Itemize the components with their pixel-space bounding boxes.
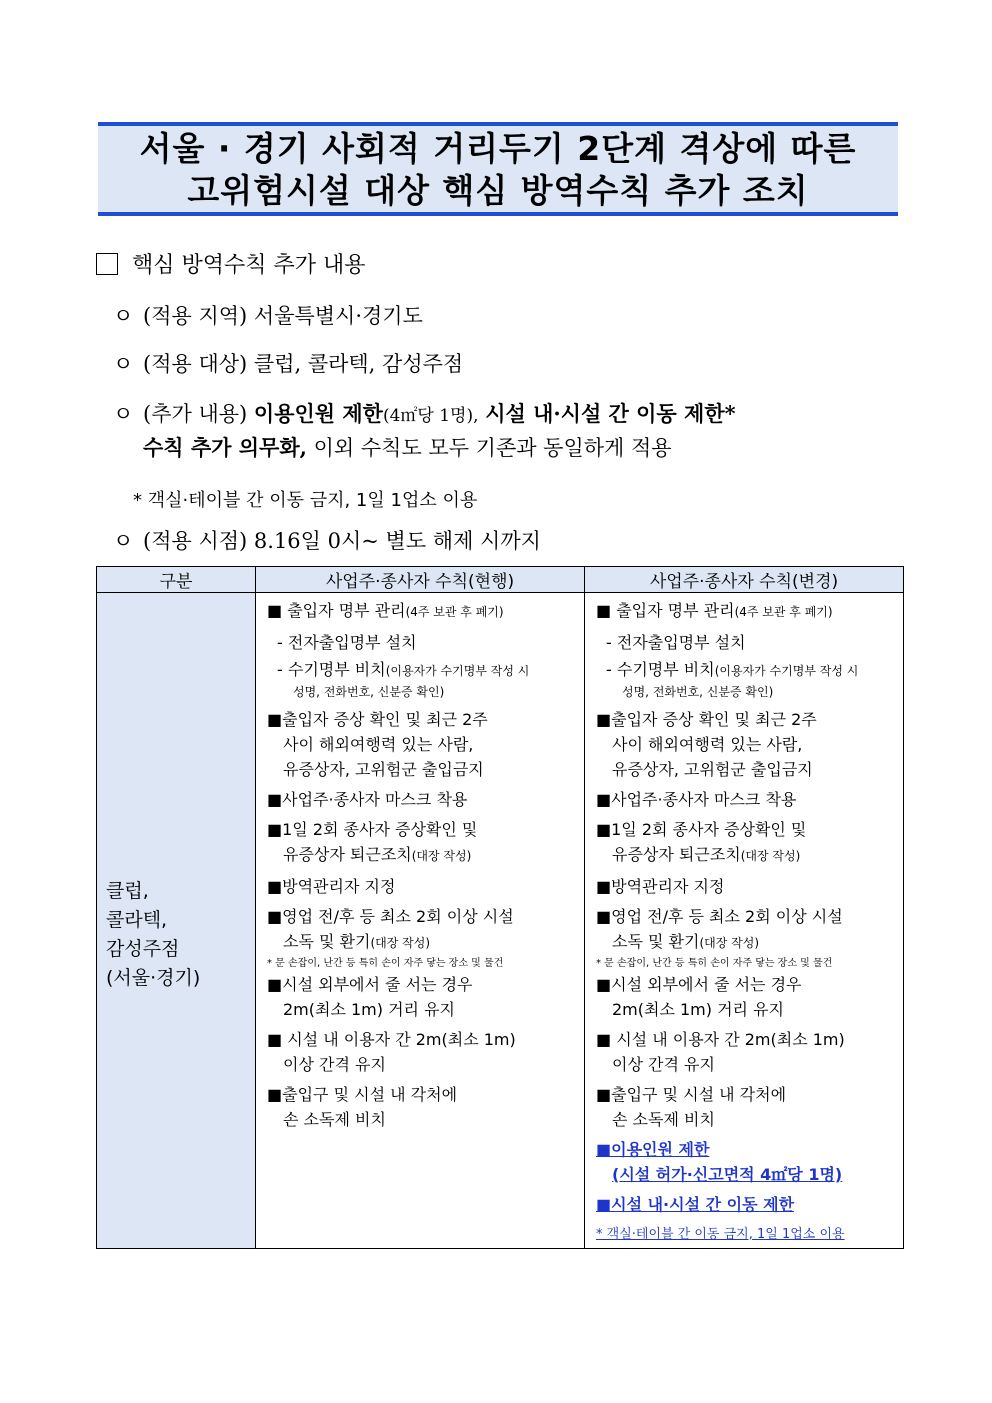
added-rule-note: * 객실·테이블 간 이동 금지, 1일 1업소 이용 xyxy=(596,1227,845,1242)
checkbox-square-icon xyxy=(96,253,118,275)
rule-note: * 문 손잡이, 난간 등 특히 손이 자주 닿는 장소 및 물건 xyxy=(596,958,833,969)
circle-bullet-icon: ㅇ xyxy=(113,529,134,553)
circle-bullet-icon: ㅇ xyxy=(113,304,134,328)
rule-item: ■사업주·종사자 마스크 착용 xyxy=(596,790,797,809)
header-category: 구분 xyxy=(97,567,256,593)
category-line: 콜라텍, xyxy=(106,909,168,931)
rule-item: ■출입구 및 시설 내 각처에 손 소독제 비치 xyxy=(267,1085,458,1129)
rule-item: ■1일 2회 종사자 증상확인 및 유증상자 퇴근조치(대장 작성) xyxy=(596,820,807,864)
rule-item: ■방역관리자 지정 xyxy=(267,877,396,896)
rule-item: ■사업주·종사자 마스크 착용 xyxy=(267,790,468,809)
category-line: (서울·경기) xyxy=(106,967,201,989)
bullet-added-part2: (4㎡당 1명), xyxy=(382,406,479,426)
category-line: 클럽, xyxy=(106,880,149,902)
title-line-1: 서울 · 경기 사회적 거리두기 2단계 격상에 따른 xyxy=(139,129,857,168)
bullet-added-label: (추가 내용) xyxy=(143,402,248,426)
rule-item: ■출입자 증상 확인 및 최근 2주 사이 해외여행력 있는 사람, 유증상자, 고위험군 출입금지 xyxy=(596,710,817,779)
rule-item: ■시설 외부에서 줄 서는 경우 2m(최소 1m) 거리 유지 xyxy=(596,975,802,1019)
added-rule-movement: ■시설 내·시설 간 이동 제한 xyxy=(596,1195,795,1214)
bullet-region-value: 서울특별시·경기도 xyxy=(253,304,423,328)
section-heading xyxy=(96,248,366,279)
bullet-added-line2b: 이외 수칙도 모두 기존과 동일하게 적용 xyxy=(313,436,672,460)
rule-subitem: - 수기명부 비치(이용자가 수기명부 작성 시 성명, 전화번호, 신분증 확인) xyxy=(606,660,859,699)
category-line: 감성주점 xyxy=(106,938,180,960)
current-rules-cell xyxy=(256,593,585,1249)
rule-item: ■ 출입자 명부 관리(4주 보관 후 폐기) xyxy=(267,601,504,620)
rule-item: ■방역관리자 지정 xyxy=(596,877,725,896)
rule-item: ■시설 외부에서 줄 서는 경우 2m(최소 1m) 거리 유지 xyxy=(267,975,473,1019)
bullet-region-label: (적용 지역) xyxy=(143,304,248,328)
circle-bullet-icon: ㅇ xyxy=(113,402,134,426)
bullet-added-part3: 시설 내·시설 간 이동 제한* xyxy=(485,401,736,426)
rule-subitem: - 수기명부 비치(이용자가 수기명부 작성 시 성명, 전화번호, 신분증 확인) xyxy=(277,660,530,699)
rule-item: ■출입자 증상 확인 및 최근 2주 사이 해외여행력 있는 사람, 유증상자, 고위험군 출입금지 xyxy=(267,710,488,779)
header-changed: 사업주·종사자 수칙(변경) xyxy=(585,567,904,593)
bullet-date-value: 8.16일 0시~ 별도 해제 시까지 xyxy=(253,529,541,553)
bullet-target-value: 클럽, 콜라텍, 감성주점 xyxy=(253,352,464,376)
rule-item: ■ 출입자 명부 관리(4주 보관 후 폐기) xyxy=(596,601,833,620)
rule-item: ■영업 전/후 등 최소 2회 이상 시설 소독 및 환기(대장 작성) xyxy=(596,907,843,951)
bullet-added-line2a: 수칙 추가 의무화, xyxy=(143,435,307,460)
rule-subitem: - 전자출입명부 설치 xyxy=(606,633,746,652)
bullet-target xyxy=(113,348,463,380)
bullet-date xyxy=(113,525,541,557)
added-rule-capacity: ■이용인원 제한 (시설 허가·신고면적 4㎡당 1명) xyxy=(596,1140,843,1184)
rule-item: ■1일 2회 종사자 증상확인 및 유증상자 퇴근조치(대장 작성) xyxy=(267,820,478,864)
circle-bullet-icon: ㅇ xyxy=(113,352,134,376)
rule-item: ■ 시설 내 이용자 간 2m(최소 1m) 이상 간격 유지 xyxy=(596,1030,845,1074)
bullet-added-part1: 이용인원 제한 xyxy=(253,401,383,426)
rules-table xyxy=(96,566,904,1249)
title-line-2: 고위험시설 대상 핵심 방역수칙 추가 조치 xyxy=(187,171,809,210)
rule-item: ■ 시설 내 이용자 간 2m(최소 1m) 이상 간격 유지 xyxy=(267,1030,516,1074)
footnote-note: * 객실·테이블 간 이동 금지, 1일 1업소 이용 xyxy=(133,490,478,511)
rule-note: * 문 손잡이, 난간 등 특히 손이 자주 닿는 장소 및 물건 xyxy=(267,958,504,969)
rule-item: ■영업 전/후 등 최소 2회 이상 시설 소독 및 환기(대장 작성) xyxy=(267,907,514,951)
rule-subitem: - 전자출입명부 설치 xyxy=(277,633,417,652)
bullet-region xyxy=(113,300,423,332)
header-current: 사업주·종사자 수칙(현행) xyxy=(256,567,585,593)
category-cell xyxy=(97,593,256,1249)
bullet-added xyxy=(113,398,736,464)
title-banner xyxy=(98,122,898,216)
bullet-date-label: (적용 시점) xyxy=(143,529,248,553)
table-header-row xyxy=(97,567,904,593)
changed-rules-cell xyxy=(585,593,904,1249)
table-row xyxy=(97,593,904,1249)
rule-item: ■출입구 및 시설 내 각처에 손 소독제 비치 xyxy=(596,1085,787,1129)
bullet-target-label: (적용 대상) xyxy=(143,352,248,376)
section-heading-text: 핵심 방역수칙 추가 내용 xyxy=(132,253,366,278)
